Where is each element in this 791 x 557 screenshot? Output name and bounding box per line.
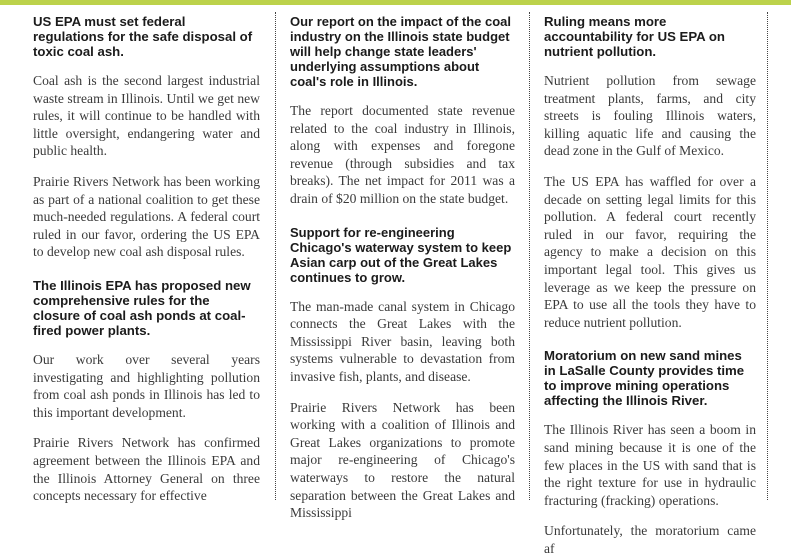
article-heading: Moratorium on new sand mines in LaSalle County provides time to improve mining operations affecting the Illinois River.: [544, 348, 745, 409]
article-coal-budget-report: [290, 14, 515, 208]
column-divider: [767, 12, 768, 500]
article-paragraph: Nutrient pollution from sewage treatment plants, farms, and city streets is fouling Illinois waters, killing aquatic life and causing the dead zone in the Gulf of Mexico.: [544, 73, 756, 159]
article-heading: Ruling means more accountability for US EPA on nutrient pollution.: [544, 14, 725, 59]
article-paragraph: Prairie Rivers Network has been working with a coalition of Illinois and Great Lakes organizations to promote major re-engineering of Chicago's waterways to restore the natural separation between the Great Lakes and Mississippi: [290, 399, 515, 521]
article-paragraph: Prairie Rivers Network has confirmed agreement between the Illinois EPA and the Illinois Attorney General on three concepts necessary for effective: [33, 435, 260, 504]
article-heading: Our report on the impact of the coal industry on the Illinois state budget will help change state leaders' underlying assumptions about coal's role in Illinois.: [290, 14, 512, 89]
article-paragraph: The man-made canal system in Chicago connects the Great Lakes with the Mississippi River basin, leaving both systems vulnerable to devastation from invasive fish, plants, and disease.: [290, 298, 515, 384]
article-heading: US EPA must set federal regulations for the safe disposal of toxic coal ash.: [33, 14, 253, 59]
article-paragraph: The report documented state revenue related to the coal industry in Illinois, along with expenses and foregone revenue (through subsidies and tax breaks). The net impact for 2011 was a drain of $20 million on the state budget.: [290, 103, 515, 206]
article-heading: Support for re-engineering Chicago's waterway system to keep Asian carp out of the Great Lakes continues to grow.: [290, 224, 512, 285]
article-heading: The Illinois EPA has proposed new comprehensive rules for the closure of coal ash ponds at coal-fired power plants.: [33, 277, 251, 338]
article-paragraph: Coal ash is the second largest industrial waste stream in Illinois. Until we get new rules, it will continue to be handled with little oversight, endangering water and public health.: [33, 73, 260, 159]
article-coal-ash-federal: [33, 14, 260, 261]
article-coal-ash-illinois: [33, 278, 260, 505]
column-right: [544, 14, 756, 556]
article-paragraph: Our work over several years investigating and highlighting pollution from coal ash ponds in Illinois has led to this important development.: [33, 351, 260, 420]
header-accent-bar: [0, 0, 791, 5]
article-paragraph: Unfortunately, the moratorium came af: [544, 523, 756, 556]
column-left: [33, 14, 260, 504]
column-divider: [275, 12, 276, 500]
article-asian-carp: [290, 225, 515, 522]
article-sand-mining: [544, 348, 756, 557]
article-nutrient-pollution: [544, 14, 756, 331]
column-middle: [290, 14, 515, 521]
article-paragraph: The US EPA has waffled for over a decade on setting legal limits for this pollution. A federal court recently ruled in our favor, requiring the agency to make a decision on this important legal tool. This gives us leverage as we keep the pressure on EPA to use all the tools they have to reduce nutrient pollution.: [544, 173, 756, 330]
article-paragraph: The Illinois River has seen a boom in sand mining because it is one of the few places in the US with sand that is the right texture for use in hydraulic fracturing (fracking) operations.: [544, 422, 756, 508]
column-divider: [529, 12, 530, 500]
article-paragraph: Prairie Rivers Network has been working as part of a national coalition to get these much-needed regulations. A federal court ruled in our favor, ordering the US EPA to develop new coal ash disposal rules.: [33, 173, 260, 260]
